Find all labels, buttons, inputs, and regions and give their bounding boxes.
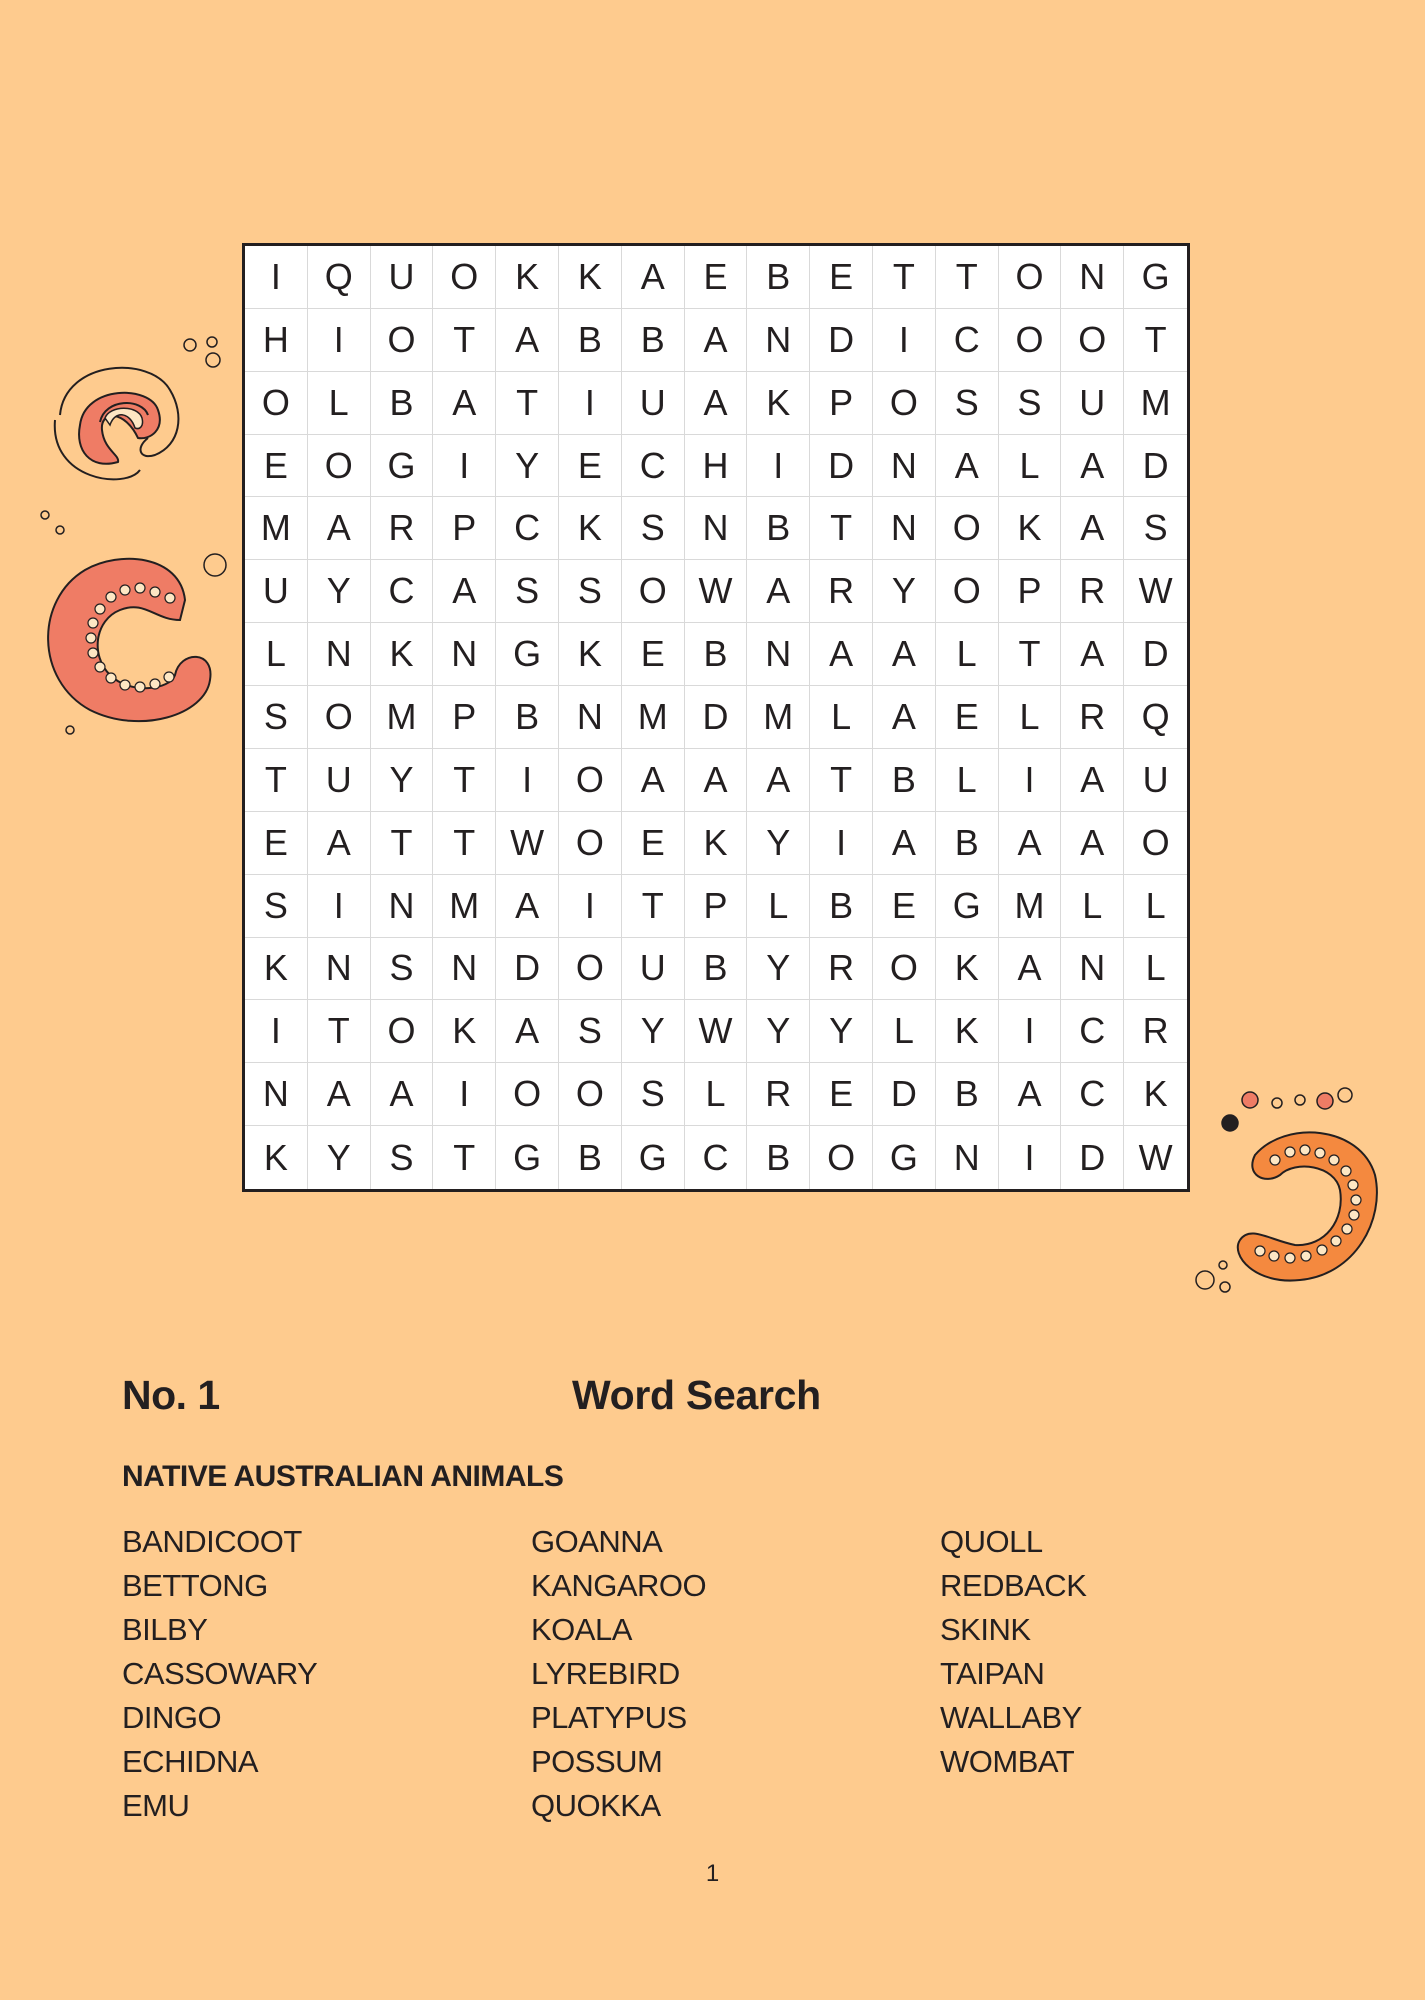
grid-cell[interactable]: K	[433, 1000, 496, 1063]
grid-cell[interactable]: I	[433, 435, 496, 498]
grid-cell[interactable]: A	[308, 812, 371, 875]
grid-cell[interactable]: A	[1061, 812, 1124, 875]
grid-cell[interactable]: P	[433, 686, 496, 749]
grid-cell[interactable]: B	[685, 938, 748, 1001]
grid-cell[interactable]: L	[245, 623, 308, 686]
grid-cell[interactable]: C	[936, 309, 999, 372]
grid-cell[interactable]: G	[622, 1126, 685, 1189]
grid-cell[interactable]: S	[496, 560, 559, 623]
grid-cell[interactable]: N	[747, 623, 810, 686]
grid-cell[interactable]: N	[308, 623, 371, 686]
grid-cell[interactable]: B	[496, 686, 559, 749]
grid-cell[interactable]: L	[1061, 875, 1124, 938]
grid-cell[interactable]: N	[873, 497, 936, 560]
grid-cell[interactable]: B	[685, 623, 748, 686]
grid-cell[interactable]: T	[433, 1126, 496, 1189]
word-list-item: DINGO	[122, 1700, 222, 1735]
grid-cell[interactable]: E	[936, 686, 999, 749]
grid-cell[interactable]: A	[496, 875, 559, 938]
grid-cell[interactable]: B	[371, 372, 434, 435]
grid-cell[interactable]: E	[245, 435, 308, 498]
grid-cell[interactable]: O	[245, 372, 308, 435]
grid-cell[interactable]: C	[1061, 1063, 1124, 1126]
grid-cell[interactable]: M	[747, 686, 810, 749]
grid-cell[interactable]: O	[371, 1000, 434, 1063]
grid-cell[interactable]: T	[433, 749, 496, 812]
grid-cell[interactable]: A	[873, 623, 936, 686]
grid-cell[interactable]: K	[559, 246, 622, 309]
grid-cell[interactable]: Y	[747, 812, 810, 875]
grid-cell[interactable]: T	[936, 246, 999, 309]
grid-cell[interactable]: D	[873, 1063, 936, 1126]
grid-cell[interactable]: E	[810, 246, 873, 309]
grid-cell[interactable]: A	[685, 372, 748, 435]
grid-cell[interactable]: B	[936, 1063, 999, 1126]
word-list-item: QUOKKA	[531, 1788, 661, 1823]
grid-cell[interactable]: I	[559, 372, 622, 435]
grid-cell[interactable]: T	[433, 812, 496, 875]
grid-cell[interactable]: N	[371, 875, 434, 938]
grid-cell[interactable]: R	[1124, 1000, 1187, 1063]
grid-cell[interactable]: N	[1061, 938, 1124, 1001]
grid-cell[interactable]: A	[308, 497, 371, 560]
grid-cell[interactable]: R	[1061, 686, 1124, 749]
grid-cell[interactable]: U	[308, 749, 371, 812]
grid-cell[interactable]: W	[1138, 1136, 1173, 1178]
grid-cell[interactable]: U	[245, 560, 308, 623]
grid-cell[interactable]: O	[496, 1063, 559, 1126]
grid-cell[interactable]: E	[559, 435, 622, 498]
grid-cell[interactable]: I	[559, 875, 622, 938]
grid-cell[interactable]: S	[371, 1126, 434, 1189]
grid-cell[interactable]: S	[371, 938, 434, 1001]
grid-cell[interactable]: O	[559, 938, 622, 1001]
grid-cell[interactable]: I	[747, 435, 810, 498]
grid-cell[interactable]: I	[999, 1000, 1062, 1063]
grid-cell[interactable]: A	[1061, 749, 1124, 812]
grid-cell[interactable]: O	[559, 1063, 622, 1126]
word-list-column-1	[122, 1520, 317, 1828]
grid-cell[interactable]: C	[371, 560, 434, 623]
grid-cell[interactable]: O	[936, 560, 999, 623]
grid-cell[interactable]: B	[810, 875, 873, 938]
grid-cell[interactable]: K	[936, 1000, 999, 1063]
grid-cell[interactable]: I	[999, 749, 1062, 812]
grid-cell[interactable]: I	[433, 1063, 496, 1126]
grid-cell[interactable]: O	[559, 749, 622, 812]
grid-cell[interactable]: P	[685, 875, 748, 938]
grid-cell[interactable]: U	[622, 372, 685, 435]
grid-cell[interactable]: N	[685, 497, 748, 560]
grid-cell[interactable]: E	[685, 246, 748, 309]
grid-cell[interactable]: O	[308, 686, 371, 749]
grid-cell[interactable]: I	[245, 246, 308, 309]
grid-cell[interactable]: O	[873, 938, 936, 1001]
grid-cell[interactable]: Y	[810, 1000, 873, 1063]
grid-cell[interactable]: R	[1061, 560, 1124, 623]
grid-cell[interactable]: S	[999, 372, 1062, 435]
grid-cell[interactable]: U	[1124, 749, 1187, 812]
word-list-item: KANGAROO	[531, 1568, 707, 1603]
grid-cell[interactable]: N	[1061, 246, 1124, 309]
grid-cell[interactable]: L	[999, 435, 1062, 498]
grid-cell[interactable]: D	[810, 435, 873, 498]
grid-cell[interactable]: R	[747, 1063, 810, 1126]
grid-cell[interactable]: O	[371, 309, 434, 372]
grid-cell[interactable]: K	[685, 812, 748, 875]
grid-cell[interactable]: Q	[1124, 686, 1187, 749]
grid-cell[interactable]: B	[747, 497, 810, 560]
grid-cell[interactable]: B	[873, 749, 936, 812]
grid-cell[interactable]: A	[936, 435, 999, 498]
grid-cell[interactable]: R	[810, 560, 873, 623]
grid-cell[interactable]: E	[622, 812, 685, 875]
grid-cell[interactable]: N	[433, 623, 496, 686]
grid-cell[interactable]: N	[559, 686, 622, 749]
grid-cell[interactable]: C	[1061, 1000, 1124, 1063]
word-list-column-2	[531, 1520, 706, 1828]
word-list-item: BETTONG	[122, 1568, 268, 1603]
page-number: 1	[705, 1860, 720, 1887]
grid-cell[interactable]: T	[1124, 309, 1187, 372]
grid-cell[interactable]: O	[1124, 812, 1187, 875]
word-search-grid	[242, 243, 1190, 1192]
grid-cell[interactable]: A	[999, 812, 1062, 875]
grid-cell[interactable]: T	[622, 875, 685, 938]
grid-cell[interactable]: Y	[747, 1000, 810, 1063]
grid-cell[interactable]: U	[1061, 372, 1124, 435]
grid-cell[interactable]: N	[308, 938, 371, 1001]
word-list-item: REDBACK	[940, 1568, 1087, 1603]
grid-cell[interactable]: O	[1061, 309, 1124, 372]
grid-cell[interactable]: E	[873, 875, 936, 938]
grid-cell[interactable]: A	[747, 560, 810, 623]
grid-cell[interactable]: S	[559, 1000, 622, 1063]
grid-cell[interactable]: L	[747, 875, 810, 938]
grid-cell[interactable]: T	[245, 749, 308, 812]
grid-cell[interactable]: B	[747, 1126, 810, 1189]
grid-cell[interactable]: C	[622, 435, 685, 498]
grid-cell[interactable]: O	[622, 560, 685, 623]
grid-cell[interactable]: A	[622, 246, 685, 309]
grid-cell[interactable]: K	[245, 938, 308, 1001]
word-list-item: KOALA	[531, 1612, 632, 1647]
grid-cell[interactable]: B	[559, 309, 622, 372]
word-list-item: WALLABY	[940, 1700, 1082, 1735]
grid-cell[interactable]: L	[873, 1000, 936, 1063]
grid-cell[interactable]: D	[685, 686, 748, 749]
grid-cell[interactable]: R	[371, 497, 434, 560]
grid-cell[interactable]: T	[371, 812, 434, 875]
grid-cell[interactable]: T	[433, 309, 496, 372]
grid-cell[interactable]: G	[496, 623, 559, 686]
grid-cell[interactable]: K	[747, 372, 810, 435]
grid-cell[interactable]: L	[308, 372, 371, 435]
grid-cell[interactable]: U	[622, 938, 685, 1001]
grid-cell[interactable]: M	[433, 875, 496, 938]
grid-cell[interactable]: D	[496, 938, 559, 1001]
grid-cell[interactable]: S	[936, 372, 999, 435]
grid-cell[interactable]: I	[496, 749, 559, 812]
grid-cell[interactable]: C	[496, 497, 559, 560]
grid-cell[interactable]: K	[559, 497, 622, 560]
grid-cell[interactable]: N	[747, 309, 810, 372]
word-list-item: EMU	[122, 1788, 190, 1823]
grid-cell[interactable]: A	[308, 1063, 371, 1126]
grid-cell[interactable]: M	[245, 497, 308, 560]
grid-cell[interactable]: A	[371, 1063, 434, 1126]
grid-cell[interactable]: N	[936, 1126, 999, 1189]
grid-cell[interactable]: I	[810, 812, 873, 875]
grid-cell[interactable]: K	[371, 623, 434, 686]
grid-cell[interactable]: T	[308, 1000, 371, 1063]
grid-cell[interactable]: B	[622, 309, 685, 372]
grid-cell[interactable]: D	[1061, 1126, 1124, 1189]
word-list-item: BILBY	[122, 1612, 208, 1647]
grid-cell[interactable]: A	[622, 749, 685, 812]
grid-cell[interactable]: K	[999, 497, 1062, 560]
word-list-item: ECHIDNA	[122, 1744, 259, 1779]
grid-cell[interactable]: K	[936, 938, 999, 1001]
grid-cell[interactable]: S	[1124, 497, 1187, 560]
grid-cell[interactable]: O	[999, 309, 1062, 372]
word-list-item: WOMBAT	[940, 1744, 1075, 1779]
grid-cell[interactable]: A	[685, 749, 748, 812]
grid-cell[interactable]: T	[873, 246, 936, 309]
grid-cell[interactable]: D	[1124, 623, 1187, 686]
grid-cell[interactable]: S	[559, 560, 622, 623]
grid-cell[interactable]: S	[622, 1063, 685, 1126]
grid-cell[interactable]: K	[1124, 1063, 1187, 1126]
grid-cell[interactable]: K	[559, 623, 622, 686]
word-list-item: TAIPAN	[940, 1656, 1045, 1691]
grid-cell[interactable]: N	[245, 1063, 308, 1126]
grid-cell[interactable]: E	[810, 1063, 873, 1126]
grid-cell[interactable]: A	[496, 1000, 559, 1063]
grid-cell[interactable]: O	[559, 812, 622, 875]
grid-cell[interactable]: M	[1124, 372, 1187, 435]
grid-cell[interactable]: S	[245, 686, 308, 749]
grid-cell[interactable]: E	[622, 623, 685, 686]
grid-cell[interactable]: R	[810, 938, 873, 1001]
grid-cell[interactable]: O	[999, 246, 1062, 309]
word-list-item: GOANNA	[531, 1524, 663, 1559]
grid-cell[interactable]: S	[622, 497, 685, 560]
grid-cell[interactable]: C	[685, 1126, 748, 1189]
word-list-item: POSSUM	[531, 1744, 663, 1779]
grid-cell[interactable]: I	[308, 309, 371, 372]
grid-cell[interactable]: T	[810, 749, 873, 812]
grid-cell[interactable]: A	[873, 686, 936, 749]
grid-cell[interactable]: D	[1124, 435, 1187, 498]
grid-cell[interactable]: H	[245, 309, 308, 372]
grid-cell[interactable]: A	[1061, 497, 1124, 560]
grid-cell[interactable]: G	[496, 1126, 559, 1189]
grid-cell[interactable]: W	[1124, 560, 1187, 623]
grid-cell[interactable]: O	[433, 246, 496, 309]
grid-cell[interactable]: Y	[622, 1000, 685, 1063]
grid-cell[interactable]: A	[1061, 623, 1124, 686]
grid-cell[interactable]: Q	[308, 246, 371, 309]
grid-cell[interactable]: L	[685, 1063, 748, 1126]
grid-cell[interactable]: B	[559, 1126, 622, 1189]
grid-cell[interactable]: W	[496, 812, 559, 875]
grid-cell[interactable]: N	[873, 435, 936, 498]
grid-cell[interactable]: P	[433, 497, 496, 560]
grid-cell[interactable]: B	[747, 246, 810, 309]
grid-cell[interactable]: E	[245, 812, 308, 875]
grid-cell[interactable]: A	[999, 1063, 1062, 1126]
grid-cell[interactable]: O	[308, 435, 371, 498]
grid-cell[interactable]: K	[496, 246, 559, 309]
grid-cell[interactable]: Y	[747, 938, 810, 1001]
grid-cell[interactable]: Y	[371, 749, 434, 812]
grid-cell[interactable]: B	[936, 812, 999, 875]
word-list-item: LYREBIRD	[531, 1656, 680, 1691]
grid-cell[interactable]: T	[999, 623, 1062, 686]
grid-cell[interactable]: A	[873, 812, 936, 875]
grid-cell[interactable]: Y	[873, 560, 936, 623]
grid-cell[interactable]: T	[496, 372, 559, 435]
grid-cell[interactable]: D	[810, 309, 873, 372]
grid-cell[interactable]: W	[685, 560, 748, 623]
word-list-column-3	[940, 1520, 1086, 1784]
grid-cell[interactable]: O	[873, 372, 936, 435]
grid-cell[interactable]: I	[308, 875, 371, 938]
grid-cell[interactable]: I	[245, 1000, 308, 1063]
grid-cell[interactable]: L	[936, 623, 999, 686]
grid-cell[interactable]: H	[685, 435, 748, 498]
grid-cell[interactable]: A	[685, 309, 748, 372]
grid-cell[interactable]: L	[936, 749, 999, 812]
word-list-item: PLATYPUS	[531, 1700, 687, 1735]
page-title: Word Search	[572, 1372, 821, 1418]
word-list-item: QUOLL	[940, 1524, 1043, 1559]
word-list-item: CASSOWARY	[122, 1656, 318, 1691]
grid-cell[interactable]: I	[999, 1126, 1062, 1189]
grid-cell[interactable]: A	[747, 749, 810, 812]
word-list-item: SKINK	[940, 1612, 1031, 1647]
grid-cell[interactable]: L	[1124, 938, 1187, 1001]
grid-cell[interactable]: O	[936, 497, 999, 560]
grid-cell[interactable]: K	[245, 1126, 308, 1189]
grid-cell[interactable]: S	[245, 875, 308, 938]
grid-cell[interactable]: U	[371, 246, 434, 309]
grid-cell[interactable]: P	[810, 372, 873, 435]
grid-cell[interactable]: L	[1124, 875, 1187, 938]
grid-cell[interactable]: L	[810, 686, 873, 749]
grid-cell[interactable]: A	[999, 938, 1062, 1001]
puzzle-category: NATIVE AUSTRALIAN ANIMALS	[122, 1460, 564, 1493]
grid-cell[interactable]: W	[685, 1000, 748, 1063]
grid-cell[interactable]: T	[810, 497, 873, 560]
grid-cell[interactable]: G	[936, 875, 999, 938]
grid-cell[interactable]: A	[433, 560, 496, 623]
grid-cell[interactable]: O	[810, 1126, 873, 1189]
grid-cell[interactable]: P	[999, 560, 1062, 623]
dot-art-decoration-right	[1185, 1075, 1385, 1315]
word-list-item: BANDICOOT	[122, 1524, 302, 1559]
dot-art-decoration-left	[30, 330, 250, 750]
grid-cell[interactable]: I	[873, 309, 936, 372]
grid-cell[interactable]: L	[999, 686, 1062, 749]
grid-cell[interactable]: G	[1124, 246, 1187, 309]
grid-cell[interactable]: Y	[308, 1126, 371, 1189]
grid-cell[interactable]: N	[433, 938, 496, 1001]
grid-cell[interactable]: Y	[496, 435, 559, 498]
grid-cell[interactable]: A	[810, 623, 873, 686]
grid-cell[interactable]: Y	[308, 560, 371, 623]
grid-cell[interactable]: A	[433, 372, 496, 435]
grid-cell[interactable]: G	[371, 435, 434, 498]
grid-cell[interactable]: A	[496, 309, 559, 372]
grid-cell[interactable]: G	[873, 1126, 936, 1189]
grid-cell[interactable]: A	[1061, 435, 1124, 498]
grid-cell[interactable]: M	[999, 875, 1062, 938]
grid-cell[interactable]: M	[371, 686, 434, 749]
puzzle-number: No. 1	[122, 1372, 220, 1418]
grid-cell[interactable]: M	[622, 686, 685, 749]
